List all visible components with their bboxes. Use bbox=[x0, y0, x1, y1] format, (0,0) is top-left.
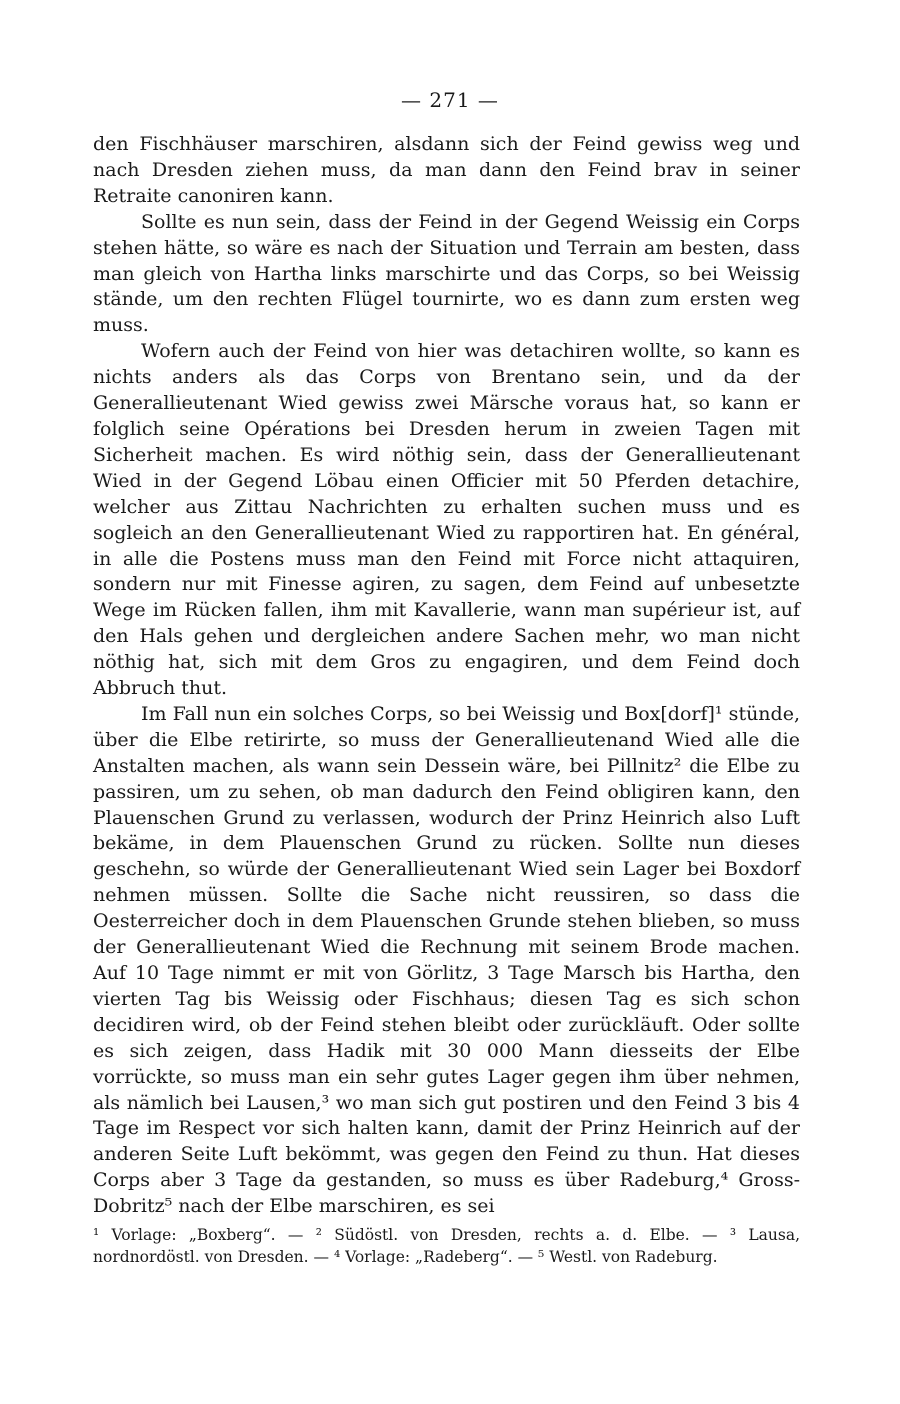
paragraph: Wofern auch der Feind von hier was detachiren wollte, so kann es nichts anders als das Corps von Brentano sein, und da der Generallieutenant Wied gewiss zwei Märsche voraus hat, so kann er folglich seine Opérations bei Dresden herum in zweien Tagen mit Sicherheit machen. Es wird nöthig sein, dass der Generallieutenant Wied in der Gegend Löbau einen Officier mit 50 Pferden detachire, welcher aus Zittau Nachrichten zu erhalten suchen muss und es sogleich an den Generallieutenant Wied zu rapportiren hat. En général, in alle die Postens muss man den Feind mit Force nicht attaquiren, sondern nur mit Finesse agiren, zu sagen, dem Feind auf unbesetzte Wege im Rücken fallen, ihm mit Kavallerie, wann man supérieur ist, auf den Hals gehen und dergleichen andere Sachen mehr, wo man nicht nöthig hat, sich mit dem Gros zu engagiren, und dem Feind doch Abbruch thut. bbox=[93, 340, 800, 700]
body-text bbox=[93, 132, 800, 1220]
paragraph: Sollte es nun sein, dass der Feind in der Gegend Weissig ein Corps stehen hätte, so wäre es nach der Situation und Terrain am besten, dass man gleich von Hartha links marschirte und das Corps, so bei Weissig stände, um den rechten Flügel tournirte, wo es dann zum ersten weg muss. bbox=[93, 210, 800, 337]
page-number: — 271 — bbox=[401, 88, 499, 112]
footnotes: ¹ Vorlage: „Boxberg“. — ² Südöstl. von Dresden, rechts a. d. Elbe. — ³ Lausa, nordnordöstl. von Dresden. — ⁴ Vorlage: „Radeberg“. — ⁵ Westl. von Radeburg. bbox=[93, 1226, 800, 1266]
paragraph: Im Fall nun ein solches Corps, so bei Weissig und Box[dorf]¹ stünde, über die Elbe retirirte, so muss der Generallieutenand Wied alle die Anstalten machen, als wann sein Dessein wäre, bei Pillnitz² die Elbe zu passiren, um zu sehen, ob man dadurch den Feind obligiren kann, den Plauenschen Grund zu verlassen, wodurch der Prinz Heinrich also Luft bekäme, in dem Plauenschen Grund zu rücken. Sollte nun dieses geschehn, so würde der Generallieutenant Wied sein Lager bei Boxdorf nehmen müssen. Sollte die Sache nicht reussiren, so dass die Oesterreicher doch in dem Plauenschen Grunde stehen blieben, so muss der Generallieutenant Wied die Rechnung mit seinem Brode machen. Auf 10 Tage nimmt er mit von Görlitz, 3 Tage Marsch bis Hartha, den vierten Tag bis Weissig oder Fischhaus; diesen Tag es sich schon decidiren wird, ob der Feind stehen bleibt oder zurückläuft. Oder sollte es sich zeigen, dass Hadik mit 30 000 Mann diesseits der Elbe vorrückte, so muss man ein sehr gutes Lager gegen ihm über nehmen, als nämlich bei Lausen,³ wo man sich gut postiren und den Feind 3 bis 4 Tage im Respect vor sich halten kann, damit der Prinz Heinrich auf der anderen Seite Luft bekömmt, was gegen den Feind zu thun. Hat dieses Corps aber 3 Tage da gestanden, so muss es über Radeburg,⁴ Gross-Dobritz⁵ nach der Elbe marschiren, es sei bbox=[93, 702, 800, 1218]
paragraph-continuation: den Fischhäuser marschiren, alsdann sich der Feind gewiss weg und nach Dresden ziehen muss, da man dann den Feind brav in seiner Retraite canoniren kann. bbox=[93, 133, 800, 207]
